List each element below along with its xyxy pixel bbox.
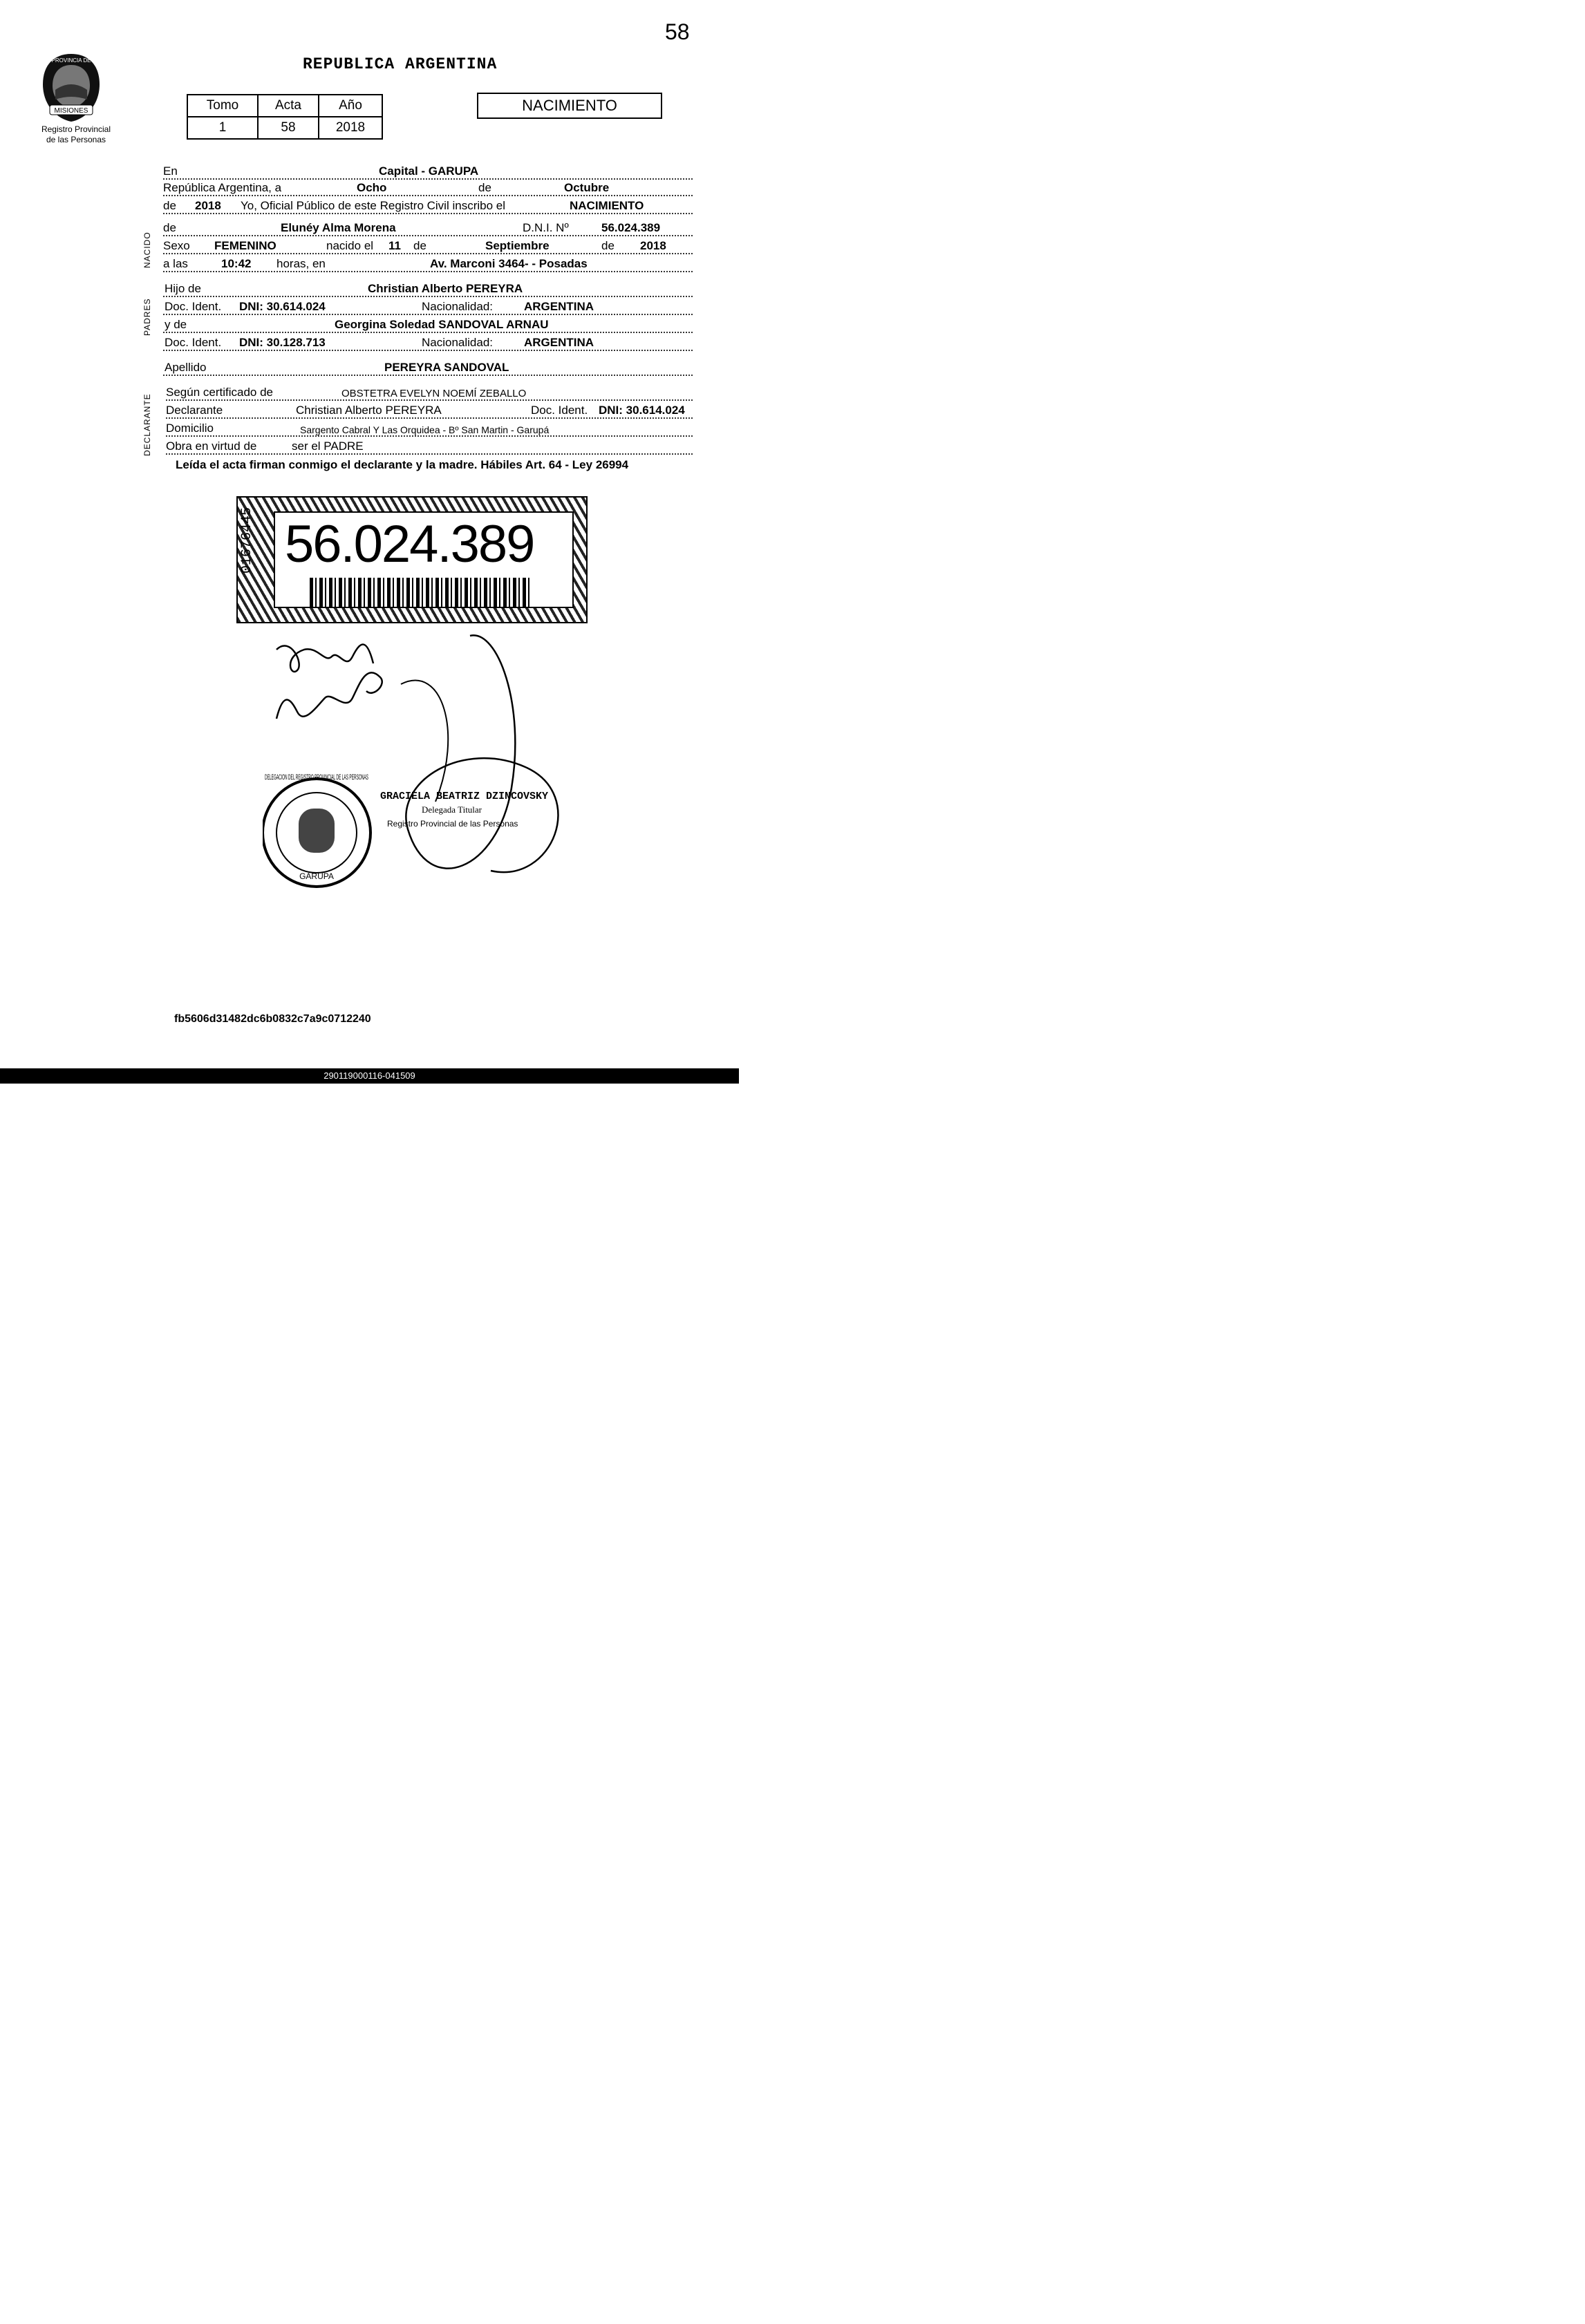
row-connector: Yo, Oficial Público de este Registro Civil inscribo el [241, 199, 505, 212]
row-label: Obra en virtud de [166, 440, 257, 453]
row-connector: de [478, 181, 491, 194]
misiones-emblem-icon [40, 51, 102, 123]
row-connector: nacido el [326, 239, 374, 252]
row-label: de [163, 221, 176, 234]
row-value: DNI: 30.614.024 [239, 300, 326, 313]
row-value: Septiembre [485, 239, 550, 252]
row-value: Sargento Cabral Y Las Orquidea - Bº San Martin - Garupá [300, 424, 550, 435]
signature-1-icon [276, 645, 373, 672]
registry-name [35, 124, 118, 145]
side-label-declarante: DECLARANTE [142, 393, 152, 456]
officer-registry: Registro Provincial de las Personas [387, 819, 518, 829]
row-value: Ocho [357, 181, 387, 194]
row-label: En [163, 164, 178, 178]
officer-title: Delegada Titular [422, 804, 482, 815]
signature-stroke-icon [401, 681, 448, 802]
dni-sticker [236, 496, 588, 623]
signature-3-icon [406, 635, 558, 872]
side-label-padres: PADRES [142, 298, 152, 336]
side-label-nacido: NACIDO [142, 232, 152, 268]
row-connector: Nacionalidad: [422, 336, 494, 349]
row-label: Doc. Ident. [165, 336, 222, 349]
row-label: Sexo [163, 239, 190, 252]
tomo-header: Tomo [187, 95, 258, 117]
row-value: ARGENTINA [524, 336, 594, 349]
row-value: Georgina Soledad SANDOVAL ARNAU [335, 318, 549, 331]
emblem-top-text: PROVINCIA DE [51, 57, 91, 64]
row-connector: horas, en [276, 257, 326, 270]
closing-statement: Leída el acta firman conmigo el declarante y la madre. Hábiles Art. 64 - Ley 26994 [176, 458, 629, 471]
row-value: NACIMIENTO [570, 199, 644, 212]
row-value: 2018 [640, 239, 666, 252]
sticker-serial: 01676445 [239, 507, 255, 574]
row-value: Capital - GARUPA [379, 164, 479, 178]
barcode [310, 578, 531, 607]
row-connector: de [413, 239, 426, 252]
row-value: 10:42 [221, 257, 252, 270]
row-declarante [166, 404, 693, 420]
row-sexo [163, 239, 693, 256]
row-apellido [163, 361, 693, 377]
row-label: y de [165, 318, 187, 331]
row-label: a las [163, 257, 188, 270]
row-connector: Nacionalidad: [422, 300, 494, 313]
document-type-box: NACIMIENTO [477, 93, 662, 119]
row-label: Según certificado de [166, 386, 273, 399]
dni-sticker-panel [274, 511, 574, 608]
row-value: ARGENTINA [524, 300, 594, 313]
row-value: 11 [388, 239, 401, 252]
row-certificado [166, 386, 693, 402]
row-value: Av. Marconi 3464- - Posadas [430, 257, 588, 270]
row-obra-en-virtud [166, 440, 693, 456]
row-fecha [163, 181, 693, 198]
row-en [163, 164, 693, 181]
row-y-de [163, 318, 693, 334]
registry-name-line-1: Registro Provincial [41, 124, 111, 134]
row-value: OBSTETRA EVELYN NOEMÍ ZEBALLO [341, 388, 527, 399]
row-label: Apellido [165, 361, 207, 374]
row-nombre [163, 221, 693, 238]
row-label: República Argentina, a [163, 181, 282, 194]
acta-value: 58 [258, 117, 319, 139]
seal-bottom-text: GARUPA [299, 871, 334, 881]
row-anio-inscripcion [163, 199, 693, 216]
row-hora [163, 257, 693, 274]
tomo-value: 1 [187, 117, 258, 139]
dni-sticker-number: 56.024.389 [285, 515, 534, 574]
document-title: REPUBLICA ARGENTINA [303, 55, 498, 73]
row-connector: de [601, 239, 615, 252]
page-number: 58 [665, 19, 690, 44]
anio-value: 2018 [319, 117, 382, 139]
officer-name: GRACIELA BEATRIZ DZINCOVSKY [380, 791, 549, 802]
row-hijo-de [163, 282, 693, 299]
row-domicilio [166, 422, 693, 438]
anio-header: Año [319, 95, 382, 117]
signature-2-icon [276, 672, 382, 719]
row-value: Christian Alberto PEREYRA [296, 404, 442, 417]
row-label: Declarante [166, 404, 223, 417]
official-seal-icon [263, 773, 371, 887]
registry-name-line-2: de las Personas [46, 135, 106, 144]
row-label: Hijo de [165, 282, 201, 295]
row-value: Elunéy Alma Morena [281, 221, 396, 234]
row-value: PEREYRA SANDOVAL [384, 361, 509, 374]
acta-header: Acta [258, 95, 319, 117]
emblem-bottom-text: MISIONES [54, 107, 88, 115]
row-connector: Doc. Ident. [531, 404, 588, 417]
row-value: 2018 [195, 199, 221, 212]
row-connector: D.N.I. Nº [523, 221, 569, 234]
row-label: de [163, 199, 176, 212]
row-value: ser el PADRE [292, 440, 364, 453]
row-value: FEMENINO [214, 239, 276, 252]
row-value: Octubre [564, 181, 610, 194]
row-value: DNI: 30.128.713 [239, 336, 326, 349]
row-label: Domicilio [166, 422, 214, 435]
footer-code: 290119000116-041509 [0, 1068, 739, 1084]
row-label: Doc. Ident. [165, 300, 222, 313]
row-value: DNI: 30.614.024 [599, 404, 685, 417]
seal-ring-text: DELEGACION DEL REGISTRO PROVINCIAL DE LAS PERSONAS [265, 773, 368, 782]
document-hash: fb5606d31482dc6b0832c7a9c0712240 [174, 1013, 371, 1025]
row-value: 56.024.389 [601, 221, 661, 234]
row-doc-madre [163, 336, 693, 352]
row-doc-padre [163, 300, 693, 317]
tomo-acta-table [187, 94, 383, 140]
signatures-and-seal [263, 622, 622, 912]
row-value: Christian Alberto PEREYRA [368, 282, 523, 295]
